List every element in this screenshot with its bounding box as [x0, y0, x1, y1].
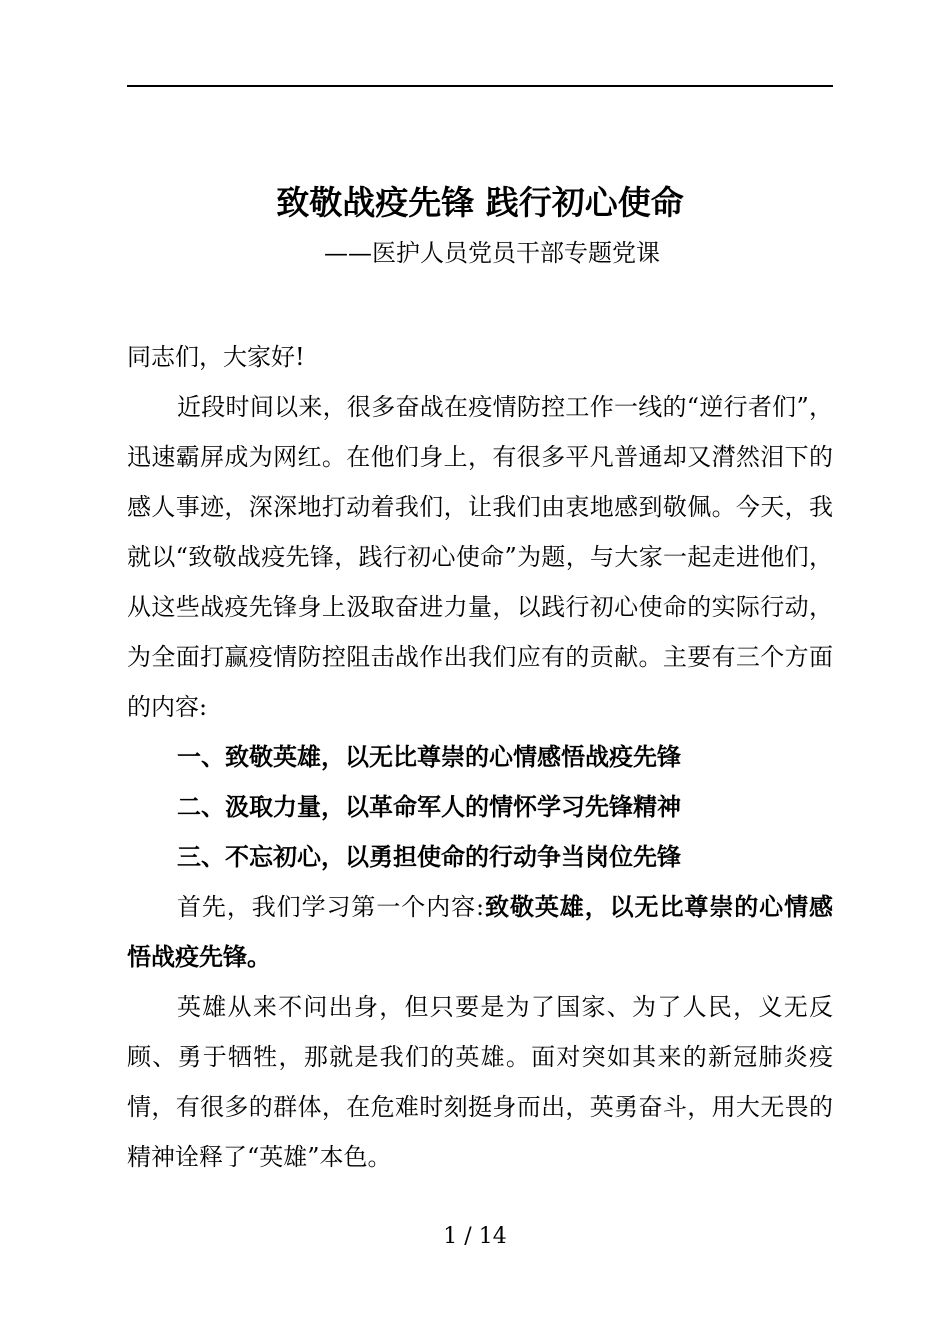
- document-subtitle: ——医护人员党员干部专题党课: [324, 239, 660, 267]
- page-number: 1 / 14: [443, 1224, 507, 1249]
- document-body: [127, 332, 833, 1182]
- outline-item-1: 一、致敬英雄，以无比尊崇的心情感悟战疫先锋: [177, 743, 681, 771]
- first-section-paragraph: [127, 882, 833, 982]
- outline-item-2: 二、汲取力量，以革命军人的情怀学习先锋精神: [177, 793, 681, 821]
- first-section-title: 致敬英雄，以无比尊崇的心情感悟战疫先锋。: [127, 893, 833, 971]
- intro-paragraph: 近段时间以来，很多奋战在疫情防控工作一线的“逆行者们”，迅速霸屏成为网红。在他们身上，有很多平凡普通却又潸然泪下的感人事迹，深深地打动着我们，让我们由衷地感到敬佩。今天，我就以“致敬战疫先锋，践行初心使命”为题，与大家一起走进他们，从这些战疫先锋身上汲取奋进力量，以践行初心使命的实际行动，为全面打赢疫情防控阻击战作出我们应有的贡献。主要有三个方面的内容:: [127, 393, 833, 721]
- hero-paragraph: 英雄从来不问出身，但只要是为了国家、为了人民，义无反顾、勇于牺牲，那就是我们的英雄。面对突如其来的新冠肺炎疫情，有很多的群体，在危难时刻挺身而出，英勇奋斗，用大无畏的精神诠释了“英雄”本色。: [127, 993, 833, 1171]
- first-section-lead: 首先，我们学习第一个内容:: [177, 893, 485, 921]
- header-rule: [127, 85, 833, 87]
- outline-item-3: 三、不忘初心，以勇担使命的行动争当岗位先锋: [177, 843, 681, 871]
- document-title: 致敬战疫先锋 践行初心使命: [276, 183, 684, 222]
- greeting: 同志们，大家好!: [127, 343, 305, 371]
